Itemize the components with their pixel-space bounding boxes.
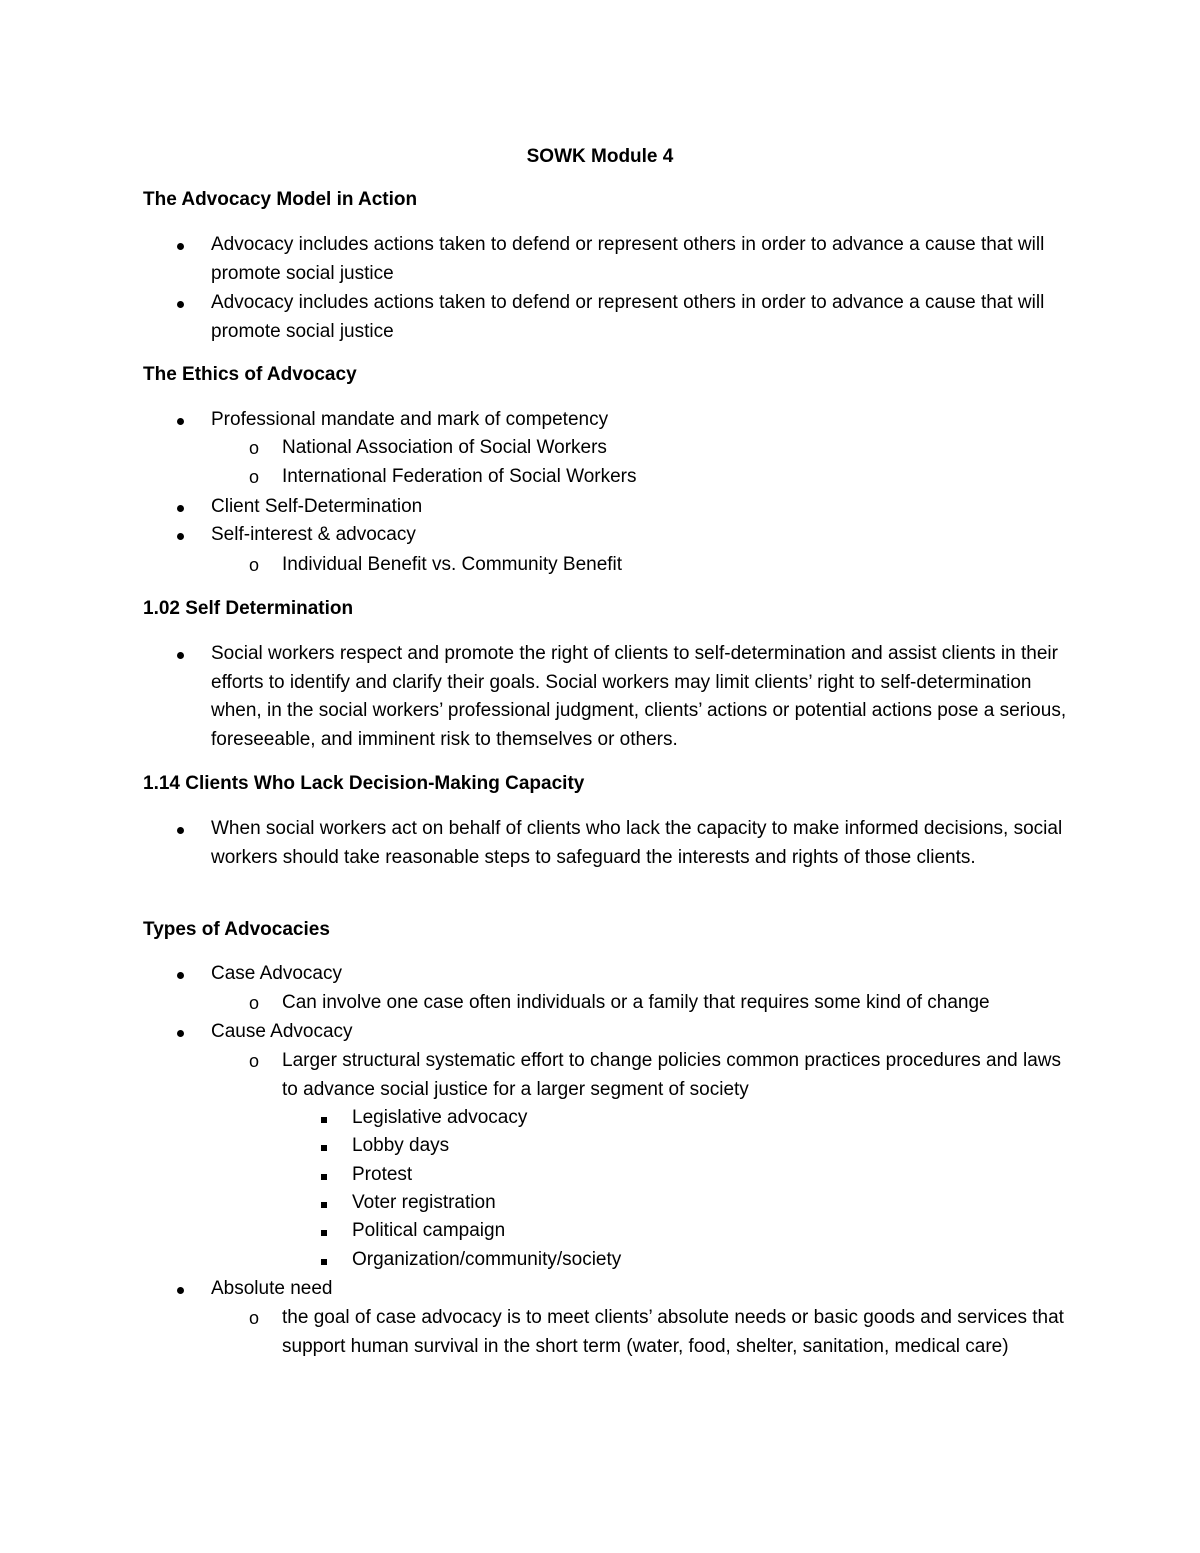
section-heading-decision-capacity: 1.14 Clients Who Lack Decision-Making Capacity: [143, 773, 585, 794]
bullet-dot-icon: [173, 521, 187, 550]
section-heading-self-determination: 1.02 Self Determination: [143, 598, 354, 619]
list-item: [211, 289, 1071, 346]
list-item-text: Client Self-Determination: [211, 496, 423, 517]
list-item: [352, 1246, 1072, 1275]
list-item-text: Case Advocacy: [211, 963, 342, 984]
list-item: [211, 1018, 1071, 1047]
list-item: [211, 406, 1071, 435]
list-item-text: Legislative advocacy: [352, 1107, 528, 1128]
bullet-circle-icon: o: [248, 438, 259, 458]
list-item-text: Can involve one case often individuals or a family that requires some kind of change: [282, 992, 990, 1013]
bullet-circle-icon: o: [248, 467, 259, 487]
list-item: [352, 1217, 1072, 1246]
list-item-text: National Association of Social Workers: [282, 437, 607, 458]
bullet-dot-icon: [173, 493, 187, 522]
bullet-circle-icon: o: [248, 555, 259, 575]
list-item-text: International Federation of Social Workers: [282, 466, 637, 487]
list-item: [352, 1132, 1072, 1161]
list-item-text: Larger structural systematic effort to change policies common practices procedures and laws to advance social justice for a larger segment of society: [282, 1050, 1062, 1100]
list-item-text: Self-interest & advocacy: [211, 524, 416, 545]
document-title: SOWK Module 4: [526, 146, 674, 167]
list-item-text: Lobby days: [352, 1135, 450, 1156]
list-item: [352, 1189, 1072, 1218]
list-item: [248, 551, 1072, 580]
bullet-dot-icon: [173, 1275, 187, 1304]
list-item: [248, 1304, 1072, 1361]
list-item: [211, 815, 1071, 872]
list-item: [352, 1104, 1072, 1133]
list-item: [211, 960, 1071, 989]
bullet-square-icon: [317, 1189, 331, 1218]
bullet-dot-icon: [173, 960, 187, 989]
list-item-text: Political campaign: [352, 1220, 506, 1241]
bullet-dot-icon: [173, 231, 187, 260]
bullet-square-icon: [317, 1104, 331, 1133]
bullet-square-icon: [317, 1132, 331, 1161]
list-item-text: Absolute need: [211, 1278, 333, 1299]
section-heading-ethics: The Ethics of Advocacy: [143, 364, 357, 385]
section-heading-advocacy-model: The Advocacy Model in Action: [143, 189, 418, 210]
list-item-text: Social workers respect and promote the right of clients to self-determination and assist clients in their efforts to identify and clarify their goals. Social workers may limit clients’ right to self-determination when, in the social workers’ professional judgment, clients’ actions or potential actions pose a serious, foreseeable, and imminent risk to themselves or others.: [211, 643, 1067, 750]
list-item: [211, 493, 1071, 522]
list-item-text: When social workers act on behalf of clients who lack the capacity to make informed decisions, social workers should take reasonable steps to safeguard the interests and rights of those clients.: [211, 818, 1063, 868]
list-item: [248, 989, 1072, 1018]
list-item: [248, 463, 1072, 492]
list-item-text: Advocacy includes actions taken to defend or represent others in order to advance a cause that will promote social justice: [211, 234, 1045, 284]
list-item: [248, 434, 1072, 463]
bullet-square-icon: [317, 1161, 331, 1190]
section-heading-types-of-advocacies: Types of Advocacies: [143, 919, 330, 940]
list-item-text: the goal of case advocacy is to meet clients’ absolute needs or basic goods and services that support human survival in the short term (water, food, shelter, sanitation, medical care): [282, 1307, 1064, 1357]
list-item-text: Protest: [352, 1164, 413, 1185]
bullet-dot-icon: [173, 1018, 187, 1047]
list-item-text: Voter registration: [352, 1192, 496, 1213]
list-item: [211, 521, 1071, 550]
bullet-square-icon: [317, 1217, 331, 1246]
list-item-text: Individual Benefit vs. Community Benefit: [282, 554, 623, 575]
bullet-dot-icon: [173, 815, 187, 844]
list-item-text: Professional mandate and mark of competency: [211, 409, 609, 430]
bullet-dot-icon: [173, 406, 187, 435]
bullet-dot-icon: [173, 289, 187, 318]
list-item-text: Organization/community/society: [352, 1249, 622, 1270]
list-item-text: Cause Advocacy: [211, 1021, 353, 1042]
list-item-text: Advocacy includes actions taken to defend or represent others in order to advance a cause that will promote social justice: [211, 292, 1045, 342]
bullet-circle-icon: o: [248, 1051, 259, 1071]
list-item: [352, 1161, 1072, 1190]
bullet-circle-icon: o: [248, 993, 259, 1013]
bullet-circle-icon: o: [248, 1308, 259, 1328]
bullet-square-icon: [317, 1246, 331, 1275]
list-item: [248, 1047, 1072, 1104]
list-item: [211, 231, 1071, 288]
bullet-dot-icon: [173, 640, 187, 669]
list-item: [211, 1275, 1071, 1304]
list-item: [211, 640, 1071, 754]
